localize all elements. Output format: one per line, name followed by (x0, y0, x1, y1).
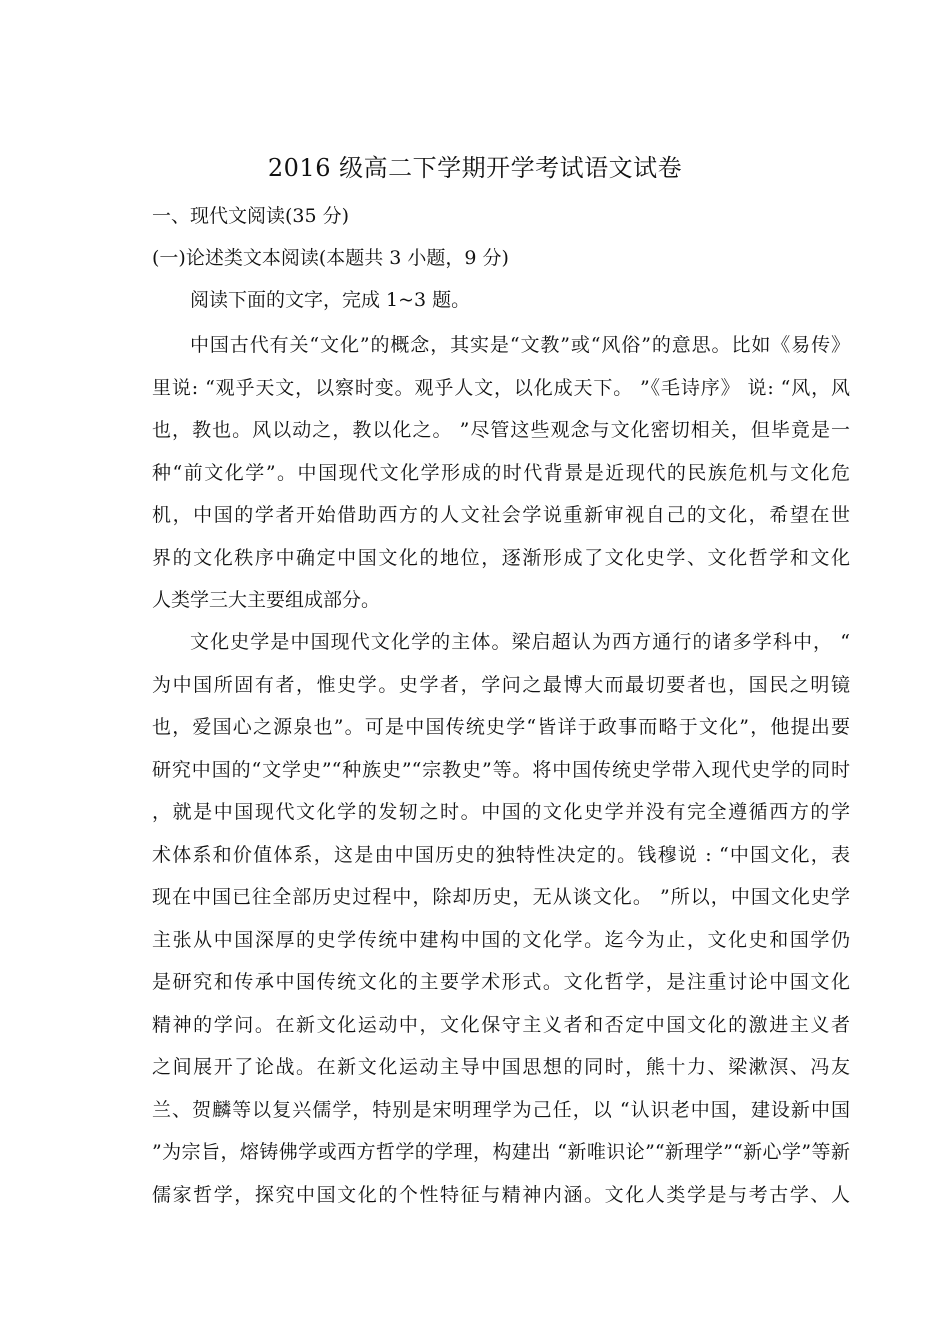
paragraph-line: 人类学三大主要组成部分。 (152, 589, 381, 611)
subsection-heading: (一)论述类文本阅读(本题共 3 小题，9 分) (152, 247, 509, 269)
paragraph-line: ”为宗旨，熔铸佛学或西方哲学的学理，构建出 “新唯识论”“新理学”“新心学”等新 (152, 1141, 850, 1163)
reading-instruction: 阅读下面的文字，完成 1~3 题。 (190, 289, 471, 311)
section-heading: 一、现代文阅读(35 分) (152, 205, 350, 227)
paragraph-line: 种“前文化学”。中国现代文化学形成的时代背景是近现代的民族危机与文化危 (152, 461, 850, 484)
paragraph-line: 是研究和传承中国传统文化的主要学术形式。文化哲学，是注重讨论中国文化 (152, 971, 850, 993)
paragraph-line: 机，中国的学者开始借助西方的人文社会学说重新审视自己的文化，希望在世 (152, 504, 850, 526)
paragraph-line: 为中国所固有者，惟史学。史学者，学问之最博大而最切要者也，国民之明镜 (152, 673, 850, 696)
paragraph-1 (152, 324, 850, 622)
paragraph-line: 精神的学问。在新文化运动中，文化保守主义者和否定中国文化的激进主义者 (152, 1013, 850, 1036)
paragraph-line: 文化史学是中国现代文化学的主体。梁启超认为西方通行的诸多学科中， “ (190, 631, 850, 653)
paragraph-line: 研究中国的“文学史”“种族史”“宗教史”等。将中国传统史学带入现代史学的同时 (152, 758, 850, 781)
paragraph-line: 里说: “观乎天文，以察时变。观乎人文，以化成天下。 ”《毛诗序》 说: “风，风 (152, 376, 850, 399)
paragraph-line: 也，爱国心之源泉也”。可是中国传统史学“皆详于政事而略于文化”，他提出要 (152, 716, 850, 738)
paragraph-line: ，就是中国现代文化学的发轫之时。中国的文化史学并没有完全遵循西方的学 (152, 801, 850, 823)
paragraph-line: 儒家哲学，探究中国文化的个性特征与精神内涵。文化人类学是与考古学、人 (152, 1183, 850, 1206)
paragraph-line: 中国古代有关“文化”的概念，其实是“文教”或“风俗”的意思。比如《易传》 (190, 334, 850, 356)
paragraph-2 (152, 621, 850, 1216)
paragraph-line: 界的文化秩序中确定中国文化的地位，逐渐形成了文化史学、文化哲学和文化 (152, 546, 850, 569)
paragraph-line: 也，教也。风以动之，教以化之。 ”尽管这些观念与文化密切相关，但毕竟是一 (152, 419, 850, 441)
paragraph-line: 术体系和价值体系，这是由中国历史的独特性决定的。钱穆说 : “中国文化，表 (152, 843, 850, 866)
paragraph-line: 兰、贺麟等以复兴儒学，特别是宋明理学为己任，以 “认识老中国，建设新中国 (152, 1098, 850, 1121)
paragraph-line: 现在中国已往全部历史过程中，除却历史，无从谈文化。 ”所以，中国文化史学 (152, 886, 850, 908)
paragraph-line: 之间展开了论战。在新文化运动主导中国思想的同时，熊十力、梁漱溟、冯友 (152, 1056, 850, 1078)
document-title: 2016 级高二下学期开学考试语文试卷 (267, 154, 683, 182)
paragraph-line: 主张从中国深厚的史学传统中建构中国的文化学。迄今为止，文化史和国学仍 (152, 928, 850, 951)
